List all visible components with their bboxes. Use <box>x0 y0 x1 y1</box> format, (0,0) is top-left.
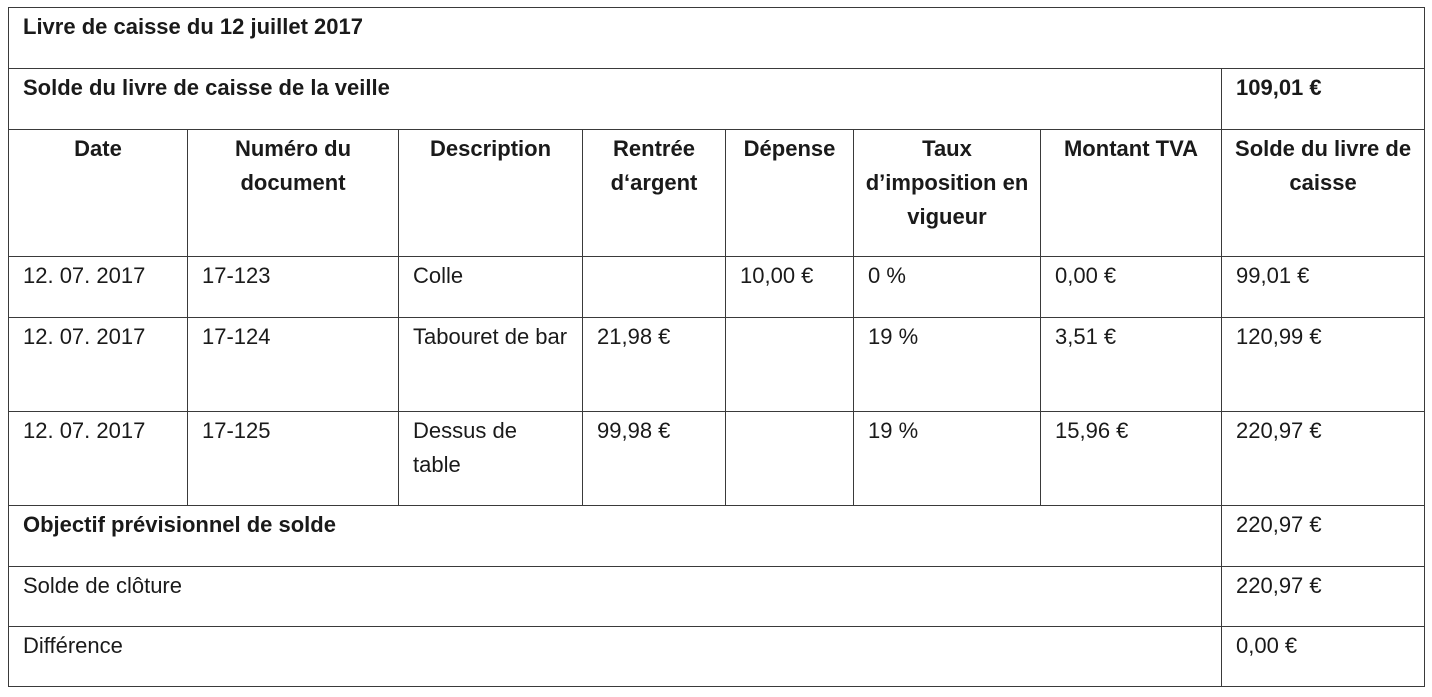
cell-document-number: 17-125 <box>188 412 399 506</box>
cell-expense <box>726 412 854 506</box>
cell-balance: 220,97 € <box>1222 412 1425 506</box>
previous-balance-row <box>9 69 1425 130</box>
difference-label: Différence <box>9 627 1222 687</box>
cell-date: 12. 07. 2017 <box>9 257 188 318</box>
header-date: Date <box>9 130 188 257</box>
cell-tax-rate: 19 % <box>854 412 1041 506</box>
target-balance-value: 220,97 € <box>1222 506 1425 567</box>
header-description: Description <box>399 130 583 257</box>
cell-vat-amount: 0,00 € <box>1041 257 1222 318</box>
column-header-row <box>9 130 1425 257</box>
cell-description: Colle <box>399 257 583 318</box>
cell-document-number: 17-124 <box>188 318 399 412</box>
cell-income: 21,98 € <box>583 318 726 412</box>
cell-tax-rate: 0 % <box>854 257 1041 318</box>
previous-balance-label: Solde du livre de caisse de la veille <box>9 69 1222 130</box>
cell-description: Tabouret de bar <box>399 318 583 412</box>
cell-vat-amount: 3,51 € <box>1041 318 1222 412</box>
closing-balance-row <box>9 567 1425 627</box>
document-title: Livre de caisse du 12 juillet 2017 <box>9 8 1425 69</box>
difference-row <box>9 627 1425 687</box>
cell-expense <box>726 318 854 412</box>
cell-income: 99,98 € <box>583 412 726 506</box>
cell-balance: 120,99 € <box>1222 318 1425 412</box>
title-row <box>9 8 1425 69</box>
cash-book-table <box>8 7 1425 687</box>
header-tax-rate: Taux d’imposition en vigueur <box>854 130 1041 257</box>
cell-tax-rate: 19 % <box>854 318 1041 412</box>
cell-date: 12. 07. 2017 <box>9 412 188 506</box>
cell-income <box>583 257 726 318</box>
header-vat-amount: Montant TVA <box>1041 130 1222 257</box>
cell-vat-amount: 15,96 € <box>1041 412 1222 506</box>
header-balance: Solde du livre de caisse <box>1222 130 1425 257</box>
cell-description: Dessus de table <box>399 412 583 506</box>
header-document-number: Numéro du document <box>188 130 399 257</box>
target-balance-label: Objectif prévisionnel de solde <box>9 506 1222 567</box>
table-row <box>9 318 1425 412</box>
cell-document-number: 17-123 <box>188 257 399 318</box>
cell-expense: 10,00 € <box>726 257 854 318</box>
table-row <box>9 257 1425 318</box>
closing-balance-value: 220,97 € <box>1222 567 1425 627</box>
header-expense: Dépense <box>726 130 854 257</box>
cell-balance: 99,01 € <box>1222 257 1425 318</box>
table-row <box>9 412 1425 506</box>
header-income: Rentrée d‘argent <box>583 130 726 257</box>
target-balance-row <box>9 506 1425 567</box>
cell-date: 12. 07. 2017 <box>9 318 188 412</box>
closing-balance-label: Solde de clôture <box>9 567 1222 627</box>
previous-balance-value: 109,01 € <box>1222 69 1425 130</box>
difference-value: 0,00 € <box>1222 627 1425 687</box>
